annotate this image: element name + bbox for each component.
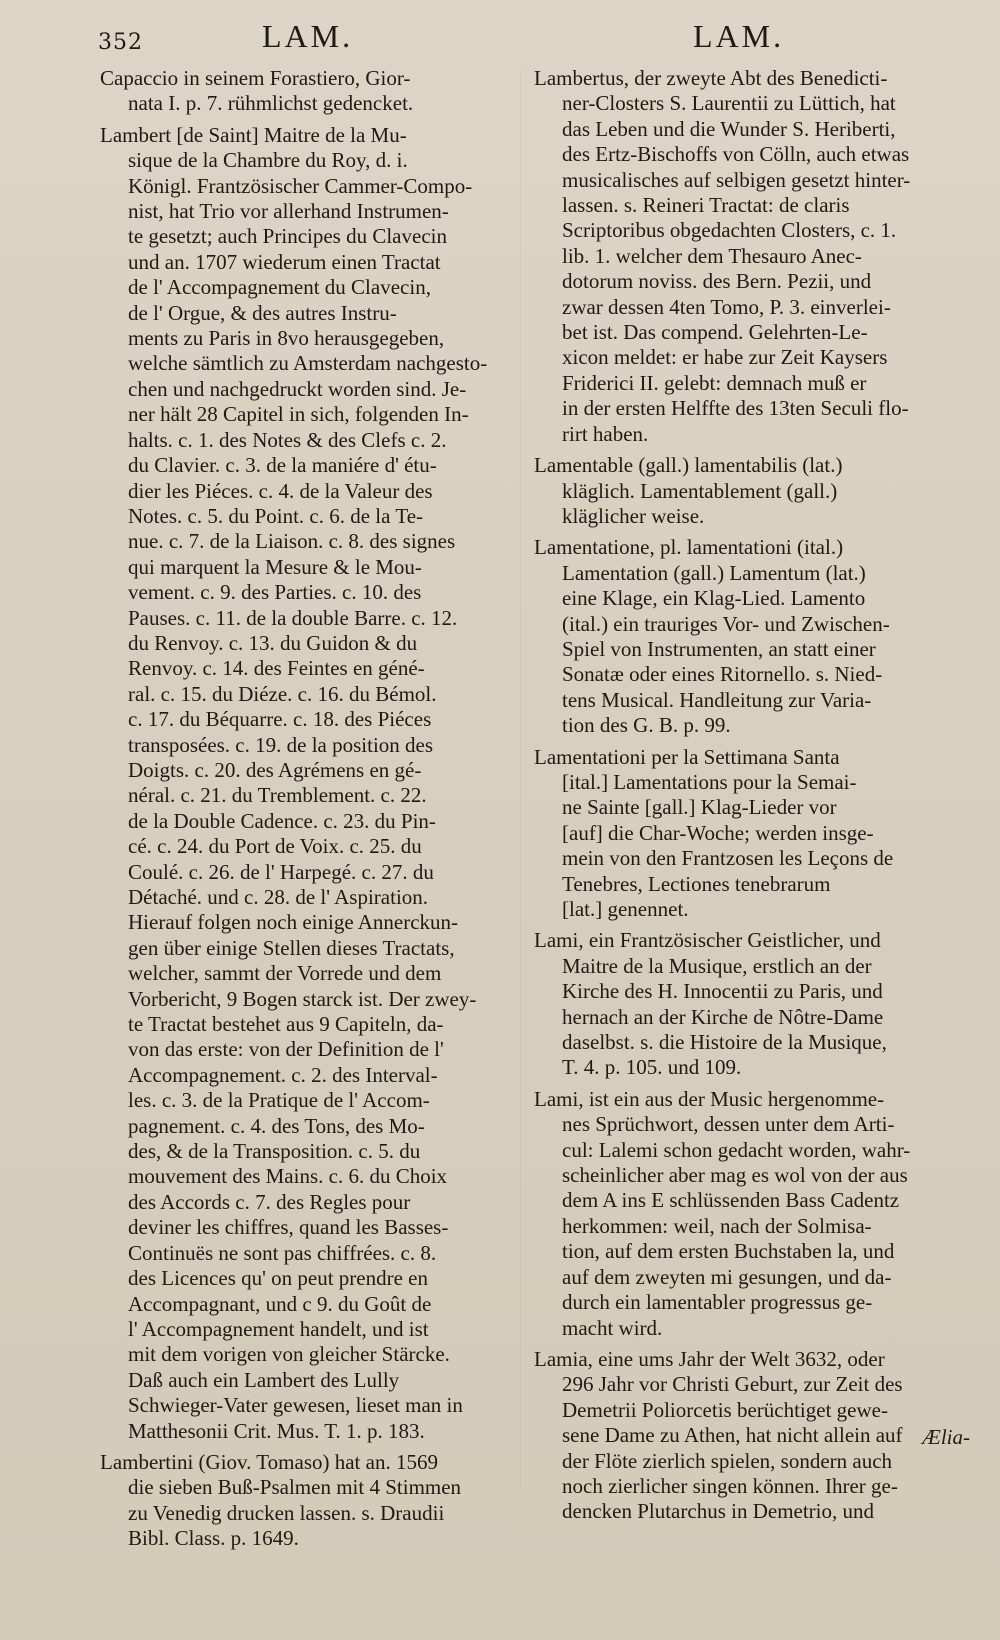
running-head-right: LAM. — [693, 18, 785, 54]
text-line: Accompagnement. c. 2. des Interval- — [128, 1062, 438, 1087]
text-line: Accompagnant, und c 9. du Goût de — [128, 1291, 432, 1316]
text-line: daselbst. s. die Histoire de la Musique, — [562, 1030, 887, 1055]
text-line: Lambertini (Giov. Tomaso) hat an. 1569 — [100, 1449, 438, 1474]
text-line: die sieben Buß-Psalmen mit 4 Stimmen — [128, 1475, 462, 1500]
text-line: Schwieger-Vater gewesen, lieset man in — [128, 1393, 463, 1418]
text-line: kläglicher weise. — [562, 503, 705, 528]
text-line: tion, auf dem ersten Buchstaben la, und — [562, 1239, 895, 1264]
text-line: mit dem vorigen von gleicher Stärcke. — [128, 1342, 450, 1367]
text-line: nue. c. 7. de la Liaison. c. 8. des signes — [128, 529, 456, 554]
text-line: lassen. s. Reineri Tractat: de claris — [562, 193, 850, 218]
text-line: zu Venedig drucken lassen. s. Draudii — [128, 1500, 445, 1525]
dictionary-entry — [100, 1450, 530, 1552]
text-line: Lamentation (gall.) Lamentum (lat.) — [562, 560, 866, 585]
dictionary-entry — [534, 535, 970, 738]
text-line: Lamentable (gall.) lamentabilis (lat.) — [534, 453, 843, 478]
text-line: Matthesonii Crit. Mus. T. 1. p. 183. — [128, 1418, 425, 1443]
dictionary-entry — [534, 453, 970, 529]
text-line: noch zierlicher singen können. Ihrer ge- — [562, 1473, 898, 1498]
text-line: de l' Accompagnement du Clavecin, — [128, 275, 431, 300]
text-line: Continuës ne sont pas chiffrées. c. 8. — [128, 1240, 437, 1265]
text-line: nata I. p. 7. rühmlichst gedencket. — [128, 91, 414, 116]
dictionary-entry — [534, 745, 970, 923]
text-line: Königl. Frantzösischer Cammer-Compo- — [128, 173, 473, 198]
text-line: tens Musical. Handleitung zur Varia- — [562, 687, 872, 712]
running-head-left: LAM. — [262, 18, 354, 54]
text-line: Notes. c. 5. du Point. c. 6. de la Te- — [128, 503, 424, 528]
text-line: ments zu Paris in 8vo herausgegeben, — [128, 326, 445, 351]
text-line: Hierauf folgen noch einige Annerckun- — [128, 910, 459, 935]
text-line: das Leben und die Wunder S. Heriberti, — [562, 116, 896, 141]
text-line: Spiel von Instrumenten, an statt einer — [562, 636, 876, 661]
text-line: l' Accompagnement handelt, und ist — [128, 1316, 429, 1341]
text-line: der Flöte zierlich spielen, sondern auch — [562, 1448, 893, 1473]
text-line: mouvement des Mains. c. 6. du Choix — [128, 1164, 448, 1189]
dictionary-entry — [100, 66, 530, 117]
text-line: von das erste: von der Definition de l' — [128, 1037, 444, 1062]
text-line: xicon meldet: er habe zur Zeit Kaysers — [562, 345, 888, 370]
text-line: [lat.] genennet. — [562, 897, 689, 921]
text-line: dier les Piéces. c. 4. de la Valeur des — [128, 478, 433, 503]
text-line: Sonatæ oder eines Ritornello. s. Nied- — [562, 662, 883, 687]
text-line: Lambertus, der zweyte Abt des Benedicti- — [534, 66, 888, 90]
text-line: halts. c. 1. des Notes & des Clefs c. 2. — [128, 427, 447, 452]
page-header — [0, 12, 1000, 58]
text-line: und an. 1707 wiederum einen Tractat — [128, 249, 441, 274]
text-line: les. c. 3. de la Pratique de l' Accom- — [128, 1088, 430, 1113]
text-line: nes Sprüchwort, dessen unter dem Arti- — [562, 1112, 895, 1137]
text-line: Lamentatione, pl. lamentationi (ital.) — [534, 535, 844, 560]
text-line: zwar dessen 4ten Tomo, P. 3. einverlei- — [562, 294, 891, 319]
text-line: Lambert [de Saint] Maitre de la Mu- — [100, 122, 407, 147]
text-line: de la Double Cadence. c. 23. du Pin- — [128, 808, 436, 833]
text-line: ne Sainte [gall.] Klag-Lieder vor — [562, 795, 837, 820]
text-line: Renvoy. c. 14. des Feintes en géné- — [128, 656, 425, 681]
text-line: c. 17. du Béquarre. c. 18. des Piéces — [128, 707, 432, 732]
text-line: Daß auch ein Lambert des Lully — [128, 1367, 400, 1392]
text-line: deviner les chiffres, quand les Basses- — [128, 1215, 449, 1240]
text-line: lib. 1. welcher dem Thesauro Anec- — [562, 243, 862, 268]
text-line: auf dem zweyten mi gesungen, und da- — [562, 1264, 892, 1289]
dictionary-entry — [534, 66, 970, 447]
text-line: de l' Orgue, & des autres Instru- — [128, 300, 397, 325]
text-line: mein von den Frantzosen les Leçons de — [562, 846, 894, 871]
text-line: te Tractat bestehet aus 9 Capiteln, da- — [128, 1012, 444, 1037]
text-line: dem A ins E schlüssenden Bass Cadentz — [562, 1188, 900, 1213]
text-line: des Ertz-Bischoffs von Cölln, auch etwas — [562, 142, 910, 167]
text-line: ner hält 28 Capitel in sich, folgenden In- — [128, 402, 469, 427]
text-line: des Accords c. 7. des Regles pour — [128, 1189, 411, 1214]
text-line: Demetrii Poliorcetis berüchtiget gewe- — [562, 1397, 888, 1422]
text-line: du Renvoy. c. 13. du Guidon & du — [128, 630, 418, 655]
text-line: chen und nachgedruckt worden sind. Je- — [128, 376, 467, 401]
text-line: Kirche des H. Innocentii zu Paris, und — [562, 979, 883, 1004]
page-number: 352 — [98, 30, 143, 55]
text-line: Bibl. Class. p. 1649. — [128, 1526, 299, 1551]
text-line: qui marquent la Mesure & le Mou- — [128, 554, 422, 579]
text-line: des Licences qu' on peut prendre en — [128, 1266, 428, 1291]
text-line: [auf] die Char-Woche; werden insge- — [562, 820, 874, 845]
text-line: cé. c. 24. du Port de Voix. c. 25. du — [128, 834, 422, 859]
dictionary-entry — [534, 1347, 970, 1525]
text-line: des, & de la Transposition. c. 5. du — [128, 1139, 421, 1164]
text-line: ral. c. 15. du Diéze. c. 16. du Bémol. — [128, 681, 437, 706]
text-line: Lami, ist ein aus der Music hergenomme- — [534, 1086, 885, 1111]
text-line: hernach an der Kirche de Nôtre-Dame — [562, 1004, 884, 1029]
text-line: Détaché. und c. 28. de l' Aspiration. — [128, 885, 429, 909]
text-line: eine Klage, ein Klag-Lied. Lamento — [562, 586, 866, 611]
text-line: herkommen: weil, nach der Solmisa- — [562, 1213, 872, 1238]
text-line: du Clavier. c. 3. de la maniére d' étu- — [128, 453, 437, 478]
text-line: sene Dame zu Athen, hat nicht allein auf — [562, 1423, 903, 1448]
text-line: Maitre de la Musique, erstlich an der — [562, 953, 872, 978]
dictionary-entry — [100, 123, 530, 1444]
text-line: T. 4. p. 105. und 109. — [562, 1055, 742, 1080]
text-line: tion des G. B. p. 99. — [562, 713, 731, 738]
text-line: nist, hat Trio vor allerhand Instrumen- — [128, 199, 449, 224]
text-line: 296 Jahr vor Christi Geburt, zur Zeit des — [562, 1372, 903, 1397]
dictionary-entry — [534, 1087, 970, 1341]
text-line: sique de la Chambre du Roy, d. i. — [128, 148, 408, 173]
text-line: in der ersten Helffte des 13ten Seculi flo- — [562, 396, 909, 421]
text-line: Doigts. c. 20. des Agrémens en gé- — [128, 757, 422, 782]
text-line: ner-Closters S. Laurentii zu Lüttich, hat — [562, 91, 896, 116]
text-line: Vorbericht, 9 Bogen starck ist. Der zwey- — [128, 986, 477, 1011]
text-line: macht wird. — [562, 1315, 663, 1340]
text-line: Lamia, eine ums Jahr der Welt 3632, oder — [534, 1346, 885, 1371]
text-line: Coulé. c. 26. de l' Harpegé. c. 27. du — [128, 859, 434, 884]
text-line: scheinlicher aber mag es wol von der aus — [562, 1163, 908, 1188]
text-line: pagnement. c. 4. des Tons, des Mo- — [128, 1113, 425, 1138]
catchword: Ælia- — [922, 1425, 970, 1449]
right-column — [534, 66, 970, 1531]
text-line: Pauses. c. 11. de la double Barre. c. 12. — [128, 605, 458, 630]
text-line: gen über einige Stellen dieses Tractats, — [128, 935, 455, 960]
text-line: musicalisches auf selbigen gesetzt hinter- — [562, 167, 911, 192]
text-line: Capaccio in seinem Forastiero, Gior- — [100, 66, 411, 90]
text-line: dotorum noviss. des Bern. Pezii, und — [562, 269, 872, 294]
text-line: welche sämtlich zu Amsterdam nachgesto- — [128, 351, 488, 376]
dictionary-entry — [534, 928, 970, 1080]
text-line: Tenebres, Lectiones tenebrarum — [562, 871, 831, 896]
text-line: [ital.] Lamentations pour la Semai- — [562, 769, 857, 794]
left-column — [100, 66, 530, 1558]
text-line: Friderici II. gelebt: demnach muß er — [562, 370, 867, 395]
text-line: cul: Lalemi schon gedacht worden, wahr- — [562, 1137, 911, 1162]
text-line: vement. c. 9. des Parties. c. 10. des — [128, 580, 422, 605]
text-line: transposées. c. 19. de la position des — [128, 732, 434, 757]
text-line: Lami, ein Frantzösischer Geistlicher, und — [534, 928, 881, 953]
text-line: rirt haben. — [562, 421, 649, 446]
text-line: kläglich. Lamentablement (gall.) — [562, 478, 838, 503]
text-line: néral. c. 21. du Tremblement. c. 22. — [128, 783, 427, 808]
text-line: durch ein lamentabler progressus ge- — [562, 1290, 873, 1315]
text-line: bet ist. Das compend. Gelehrten-Le- — [562, 320, 868, 345]
text-line: (ital.) ein trauriges Vor- und Zwischen- — [562, 611, 890, 636]
text-line: dencken Plutarchus in Demetrio, und — [562, 1499, 875, 1524]
text-line: Scriptoribus obgedachten Closters, c. 1. — [562, 218, 897, 243]
text-line: te gesetzt; auch Principes du Clavecin — [128, 224, 447, 249]
text-line: welcher, sammt der Vorrede und dem — [128, 961, 442, 986]
text-line: Lamentationi per la Settimana Santa — [534, 744, 840, 769]
